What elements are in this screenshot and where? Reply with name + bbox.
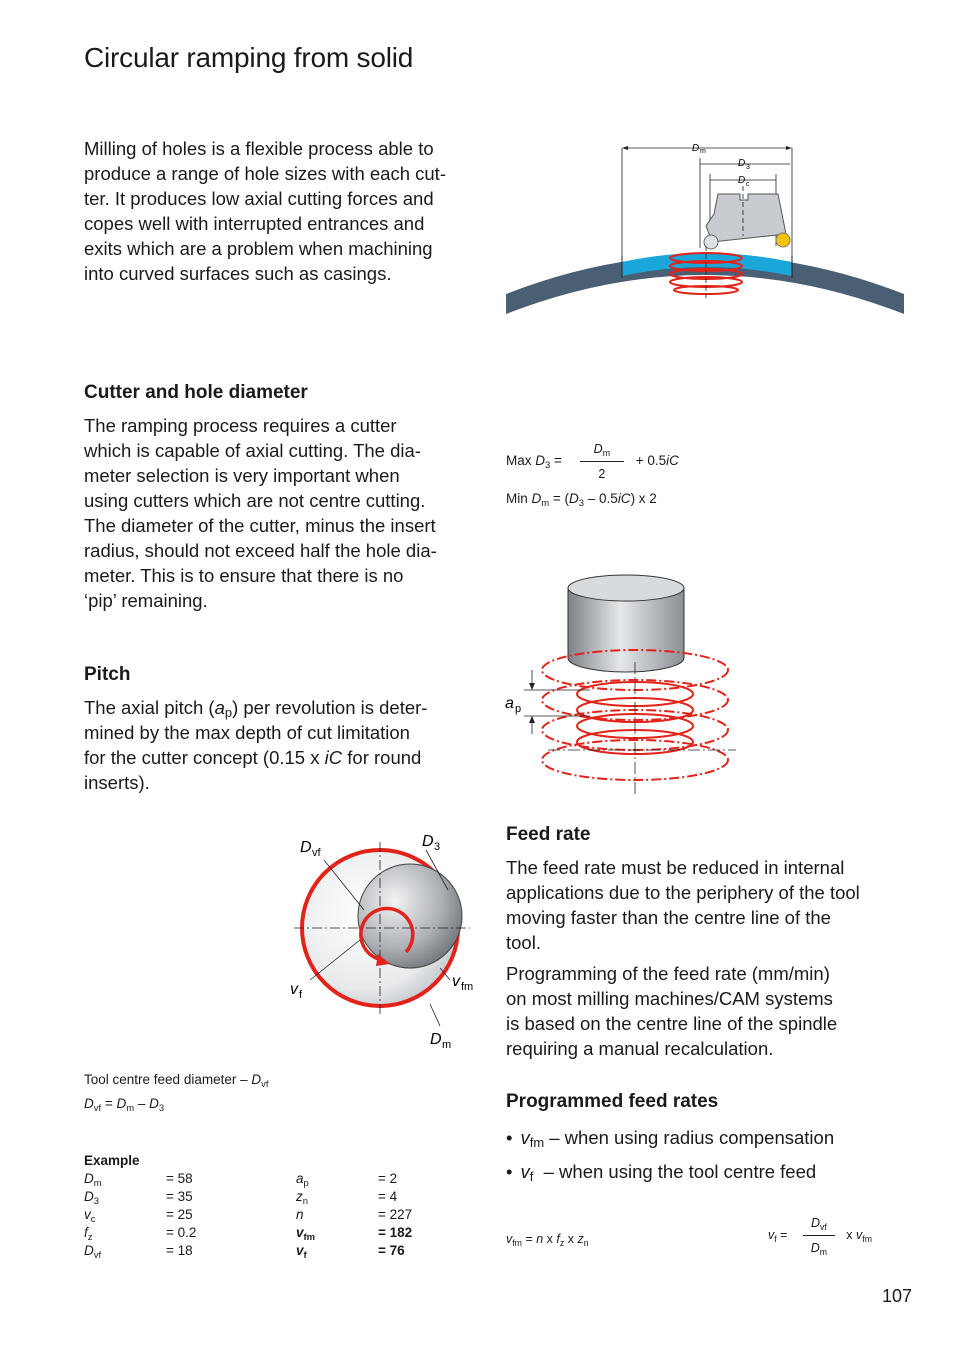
feed-line: moving faster than the centre line of the	[506, 907, 831, 928]
label-dm: D	[692, 143, 700, 154]
label-vf: v	[290, 981, 298, 998]
intro-paragraph	[84, 136, 484, 286]
svg-text:p: p	[515, 703, 522, 715]
intro-line: into curved surfaces such as casings.	[84, 263, 392, 284]
cutter-line: ‘pip’ remaining.	[84, 590, 208, 611]
cutter-line: The ramping process requires a cutter	[84, 415, 397, 436]
cutter-paragraph	[84, 413, 484, 613]
svg-text:m: m	[442, 1039, 452, 1051]
feed-rate-paragraph-2	[506, 961, 916, 1061]
label-vfm: v	[452, 973, 460, 990]
feed-diameter-diagram	[280, 820, 500, 1060]
cutter-line: radius, should not exceed half the hole dia-	[84, 540, 437, 561]
pitch-helix-diagram	[500, 570, 750, 800]
pitch-line: inserts).	[84, 772, 150, 793]
example-heading: Example	[84, 1153, 140, 1168]
page-number: 107	[881, 1286, 912, 1306]
programmed-feed-heading: Programmed feed rates	[506, 1091, 719, 1112]
pitch-paragraph	[84, 695, 484, 795]
svg-text:m: m	[700, 148, 706, 155]
cutter-line: The diameter of the cutter, minus the insert	[84, 515, 436, 536]
cutter-line: meter. This is to ensure that there is no	[84, 565, 404, 586]
svg-text:3: 3	[434, 841, 441, 853]
feed-line: on most milling machines/CAM systems	[506, 988, 833, 1009]
example-row: $D_m$ = 58 $a_p$ = 2	[84, 1171, 398, 1189]
vfm-formula: $v_{fm} = n$ x $f_z$ x $z_n$	[506, 1232, 589, 1248]
bullet-vf: • $v_f$ – when using the tool centre feed	[506, 1161, 817, 1184]
feed-rate-heading: Feed rate	[506, 824, 591, 845]
intro-line: produce a range of hole sizes with each cut-	[84, 163, 446, 184]
example-row: $f_z$ = 0.2 $v_{fm}$ = 182	[84, 1225, 413, 1243]
cylinder-top	[568, 575, 684, 601]
pitch-line: for the cutter concept (0.15 x iC for round	[84, 747, 422, 768]
svg-text:fm: fm	[461, 981, 474, 993]
intro-line: copes well with interrupted entrances and	[84, 213, 425, 234]
label-dm: D	[430, 1031, 442, 1048]
casing-ramping-diagram	[500, 136, 910, 321]
intro-line: Milling of holes is a flexible process able to	[84, 138, 434, 159]
page-title: Circular ramping from solid	[84, 42, 414, 73]
cutter-body	[706, 194, 786, 242]
feed-line: applications due to the periphery of the tool	[506, 882, 860, 903]
tool-centre-caption: Tool centre feed diameter – $D_{vf}$	[84, 1072, 269, 1090]
label-dvf: D	[300, 839, 312, 856]
feed-line: is based on the centre line of the spindle	[506, 1013, 838, 1034]
example-row: $D_{vf}$ = 18 $v_f$ = 76	[84, 1243, 405, 1261]
label-ap: a	[505, 695, 514, 712]
feed-line: tool.	[506, 932, 541, 953]
cutter-line: which is capable of axial cutting. The dia-	[84, 440, 421, 461]
cutter-line: meter selection is very important when	[84, 465, 400, 486]
feed-line: requiring a manual recalculation.	[506, 1038, 774, 1059]
vf-formula: $v_f$ = $\frac{D_{vf}}{D_m}$ x $v_{fm}$	[768, 1216, 872, 1257]
intro-line: exits which are a problem when machining	[84, 238, 433, 259]
example-row: $v_c$ = 25 n = 227	[84, 1207, 413, 1225]
pitch-line: mined by the max depth of cut limitation	[84, 722, 410, 743]
intro-line: ter. It produces low axial cutting forces and	[84, 188, 434, 209]
feed-line: Programming of the feed rate (mm/min)	[506, 963, 830, 984]
bullet-vfm: • $v_{fm}$ – when using radius compensation	[506, 1127, 835, 1150]
cutter-heading: Cutter and hole diameter	[84, 382, 308, 403]
svg-text:3: 3	[746, 164, 750, 171]
label-d3: D	[422, 833, 434, 850]
pitch-heading: Pitch	[84, 664, 131, 685]
max-d3-formula: Max $D_3$ = $\frac{D_m}{2}$ + 0.5iC	[506, 442, 679, 481]
insert-right	[776, 233, 790, 247]
cutter-line: using cutters which are not centre cutting.	[84, 490, 426, 511]
min-dm-formula: Min $D_m = (D_3 - 0.5iC)$ x 2	[506, 491, 657, 509]
label-d3: D	[738, 158, 746, 169]
pitch-line: The axial pitch $(a_p)$ per revolution is deter-	[84, 697, 428, 720]
label-dc: D	[738, 175, 746, 186]
svg-text:f: f	[299, 989, 303, 1001]
feed-rate-paragraph-1	[506, 855, 916, 955]
d3-cutter-circle	[358, 864, 462, 968]
feed-line: The feed rate must be reduced in internal	[506, 857, 845, 878]
svg-text:vf: vf	[312, 847, 321, 859]
svg-text:c: c	[746, 181, 750, 188]
dvf-formula: $D_{vf} = D_m - D_3$	[84, 1096, 165, 1114]
example-row: $D_3$ = 35 $z_n$ = 4	[84, 1189, 398, 1207]
example-table	[84, 1171, 438, 1261]
example-block	[84, 1153, 438, 1261]
